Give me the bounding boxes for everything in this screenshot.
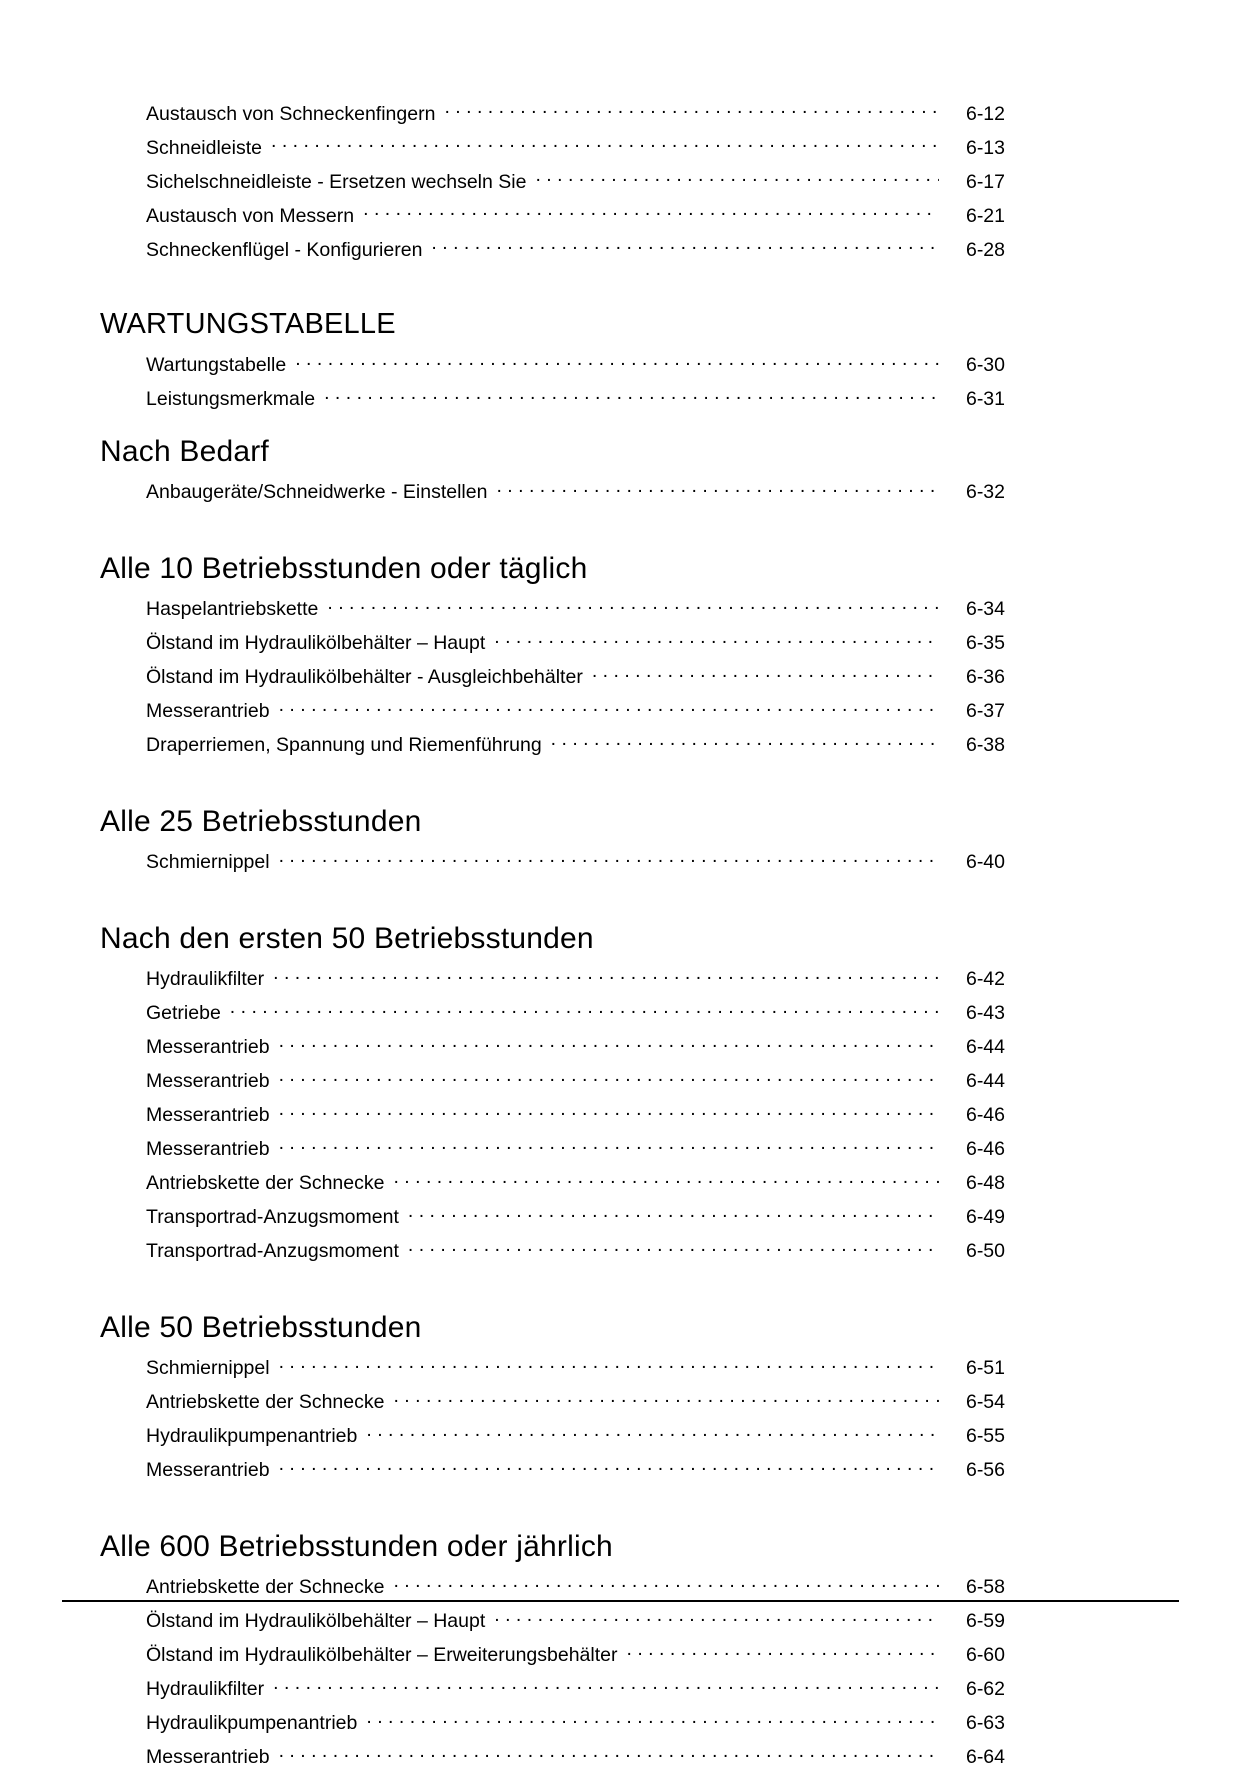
section-spacer: [100, 1486, 1005, 1530]
toc-entry[interactable]: [146, 693, 1005, 727]
toc-section: [100, 1311, 1005, 1486]
dot-leader: [494, 630, 939, 650]
toc-entry-page-number: 6-64: [965, 1746, 1005, 1769]
toc-entry-title: Messerantrieb: [146, 1138, 270, 1161]
section-heading: Alle 600 Betriebsstunden oder jährlich: [100, 1529, 613, 1563]
toc-section: [100, 1530, 1005, 1773]
toc-entry-page-number: 6-50: [965, 1240, 1005, 1263]
toc-entry-title: Ölstand im Hydraulikölbehälter - Ausgleichbehälter: [146, 666, 583, 689]
toc-entry[interactable]: [146, 1637, 1005, 1671]
section-spacer: [100, 761, 1005, 805]
toc-entry-page-number: 6-34: [965, 598, 1005, 621]
section-heading: Alle 50 Betriebsstunden: [100, 1310, 422, 1344]
toc-section: [100, 435, 1005, 508]
section-heading: Nach den ersten 50 Betriebsstunden: [100, 921, 594, 955]
toc-entry[interactable]: [146, 1029, 1005, 1063]
toc-entry[interactable]: [146, 347, 1005, 381]
dot-leader: [230, 1000, 939, 1020]
toc-entry[interactable]: [146, 1671, 1005, 1705]
toc-entry-title: Hydraulikpumpenantrieb: [146, 1712, 358, 1735]
toc-entry[interactable]: [146, 591, 1005, 625]
section-heading: Nach Bedarf: [100, 434, 269, 468]
dot-leader: [366, 1710, 939, 1730]
dot-leader: [271, 134, 939, 154]
toc-entry-title: Sichelschneidleiste - Ersetzen wechseln Sie: [146, 170, 527, 193]
toc-entry-page-number: 6-62: [965, 1678, 1005, 1701]
dot-leader: [279, 1034, 939, 1054]
section-spacer: [100, 508, 1005, 552]
toc-entry-title: Ölstand im Hydraulikölbehälter – Haupt: [146, 632, 486, 655]
toc-entry-title: Ölstand im Hydraulikölbehälter – Erweiterungsbehälter: [146, 1644, 618, 1667]
dot-leader: [273, 1676, 939, 1696]
toc-entry-page-number: 6-21: [965, 204, 1005, 227]
toc-entry[interactable]: [146, 625, 1005, 659]
toc-entry-title: Messerantrieb: [146, 1746, 270, 1769]
dot-leader: [279, 1102, 939, 1122]
table-of-contents: [100, 95, 1005, 1773]
dot-leader: [393, 1389, 939, 1409]
toc-section: [100, 95, 1005, 265]
toc-entry[interactable]: [146, 727, 1005, 761]
toc-entry-page-number: 6-40: [965, 851, 1005, 874]
dot-leader: [551, 732, 939, 752]
toc-entry-page-number: 6-60: [965, 1644, 1005, 1667]
toc-entry-title: Schmiernippel: [146, 1357, 270, 1380]
toc-entry-title: Transportrad-Anzugsmoment: [146, 1206, 399, 1229]
toc-entry-title: Schneidleiste: [146, 136, 262, 159]
toc-entry[interactable]: [146, 961, 1005, 995]
toc-entry-title: Messerantrieb: [146, 1459, 270, 1482]
dot-leader: [295, 352, 939, 372]
toc-entry[interactable]: [146, 1063, 1005, 1097]
dot-leader: [279, 1457, 939, 1477]
dot-leader: [627, 1642, 940, 1662]
dot-leader: [279, 1355, 939, 1375]
toc-entry-page-number: 6-63: [965, 1712, 1005, 1735]
toc-entry[interactable]: [146, 995, 1005, 1029]
toc-entry-page-number: 6-43: [965, 1002, 1005, 1025]
toc-entry-title: Austausch von Schneckenfingern: [146, 102, 436, 125]
toc-entry[interactable]: [146, 474, 1005, 508]
toc-section: [100, 552, 1005, 761]
toc-entry-title: Wartungstabelle: [146, 354, 287, 377]
section-heading: WARTUNGSTABELLE: [100, 308, 396, 340]
dot-leader: [535, 168, 939, 188]
toc-entry-page-number: 6-30: [965, 354, 1005, 377]
toc-entry-title: Messerantrieb: [146, 700, 270, 723]
dot-leader: [393, 1170, 939, 1190]
toc-entry-page-number: 6-51: [965, 1357, 1005, 1380]
toc-entry-title: Antriebskette der Schnecke: [146, 1576, 385, 1599]
dot-leader: [444, 100, 939, 120]
toc-entry-title: Schmiernippel: [146, 851, 270, 874]
toc-entry-page-number: 6-17: [965, 170, 1005, 193]
dot-leader: [279, 849, 939, 869]
toc-entry-title: Anbaugeräte/Schneidwerke - Einstellen: [146, 481, 488, 504]
toc-entry-page-number: 6-28: [965, 238, 1005, 261]
toc-entry-page-number: 6-49: [965, 1206, 1005, 1229]
dot-leader: [279, 1068, 939, 1088]
toc-entry[interactable]: [146, 129, 1005, 163]
toc-entry-title: Ölstand im Hydraulikölbehälter – Haupt: [146, 1610, 486, 1633]
toc-entry-title: Hydraulikfilter: [146, 968, 265, 991]
toc-entry[interactable]: [146, 1418, 1005, 1452]
footer-divider: [62, 1600, 1179, 1602]
toc-entry[interactable]: [146, 231, 1005, 265]
section-spacer: [100, 415, 1005, 435]
toc-entry-title: Messerantrieb: [146, 1036, 270, 1059]
toc-entry-page-number: 6-31: [965, 388, 1005, 411]
toc-entry-page-number: 6-13: [965, 136, 1005, 159]
section-heading: Alle 10 Betriebsstunden oder täglich: [100, 551, 588, 585]
toc-entry[interactable]: [146, 95, 1005, 129]
toc-entry-page-number: 6-56: [965, 1459, 1005, 1482]
toc-section: [100, 309, 1005, 415]
toc-entry-page-number: 6-44: [965, 1036, 1005, 1059]
dot-leader: [494, 1608, 939, 1628]
toc-entry-page-number: 6-46: [965, 1104, 1005, 1127]
toc-entry-title: Haspelantriebskette: [146, 598, 319, 621]
toc-entry-title: Draperriemen, Spannung und Riemenführung: [146, 734, 542, 757]
dot-leader: [279, 1136, 939, 1156]
toc-entry[interactable]: [146, 659, 1005, 693]
section-spacer: [100, 265, 1005, 309]
toc-entry[interactable]: [146, 1097, 1005, 1131]
toc-entry-page-number: 6-32: [965, 481, 1005, 504]
toc-entry-page-number: 6-46: [965, 1138, 1005, 1161]
toc-entry[interactable]: [146, 197, 1005, 231]
toc-entry-page-number: 6-54: [965, 1391, 1005, 1414]
toc-entry[interactable]: [146, 381, 1005, 415]
toc-entry-page-number: 6-58: [965, 1576, 1005, 1599]
toc-entry-title: Leistungsmerkmale: [146, 388, 316, 411]
toc-entry[interactable]: [146, 1165, 1005, 1199]
toc-entry-title: Hydraulikpumpenantrieb: [146, 1425, 358, 1448]
toc-entry-title: Transportrad-Anzugsmoment: [146, 1240, 399, 1263]
toc-entry-page-number: 6-12: [965, 102, 1005, 125]
toc-entry[interactable]: [146, 1350, 1005, 1384]
dot-leader: [273, 966, 939, 986]
toc-entry-title: Getriebe: [146, 1002, 221, 1025]
toc-entry-page-number: 6-55: [965, 1425, 1005, 1448]
section-heading: Alle 25 Betriebsstunden: [100, 804, 422, 838]
dot-leader: [496, 479, 939, 499]
dot-leader: [366, 1423, 939, 1443]
toc-section: [100, 805, 1005, 878]
toc-entry-title: Antriebskette der Schnecke: [146, 1391, 385, 1414]
toc-entry-page-number: 6-36: [965, 666, 1005, 689]
dot-leader: [279, 698, 939, 718]
toc-entry[interactable]: [146, 1705, 1005, 1739]
dot-leader: [363, 202, 939, 222]
dot-leader: [324, 386, 939, 406]
toc-entry[interactable]: [146, 1199, 1005, 1233]
dot-leader: [592, 664, 939, 684]
toc-entry[interactable]: [146, 1452, 1005, 1486]
toc-entry-title: Antriebskette der Schnecke: [146, 1172, 385, 1195]
dot-leader: [408, 1204, 939, 1224]
toc-entry[interactable]: [146, 1569, 1005, 1603]
toc-entry-page-number: 6-59: [965, 1610, 1005, 1633]
toc-entry[interactable]: [146, 1233, 1005, 1267]
toc-entry[interactable]: [146, 1131, 1005, 1165]
toc-entry-title: Schneckenflügel - Konfigurieren: [146, 238, 423, 261]
toc-entry-title: Messerantrieb: [146, 1104, 270, 1127]
section-spacer: [100, 878, 1005, 922]
toc-entry-page-number: 6-48: [965, 1172, 1005, 1195]
dot-leader: [431, 236, 939, 256]
toc-entry-page-number: 6-35: [965, 632, 1005, 655]
toc-section: [100, 922, 1005, 1267]
section-spacer: [100, 1267, 1005, 1311]
dot-leader: [408, 1238, 939, 1258]
toc-entry-page-number: 6-37: [965, 700, 1005, 723]
toc-entry-page-number: 6-42: [965, 968, 1005, 991]
dot-leader: [393, 1574, 939, 1594]
toc-entry[interactable]: [146, 163, 1005, 197]
toc-entry-title: Hydraulikfilter: [146, 1678, 265, 1701]
toc-entry-title: Austausch von Messern: [146, 204, 355, 227]
toc-entry[interactable]: [146, 1603, 1005, 1637]
toc-entry[interactable]: [146, 844, 1005, 878]
dot-leader: [327, 596, 939, 616]
toc-entry-title: Messerantrieb: [146, 1070, 270, 1093]
toc-entry[interactable]: [146, 1384, 1005, 1418]
toc-entry-page-number: 6-44: [965, 1070, 1005, 1093]
toc-entry[interactable]: [146, 1739, 1005, 1773]
toc-entry-page-number: 6-38: [965, 734, 1005, 757]
